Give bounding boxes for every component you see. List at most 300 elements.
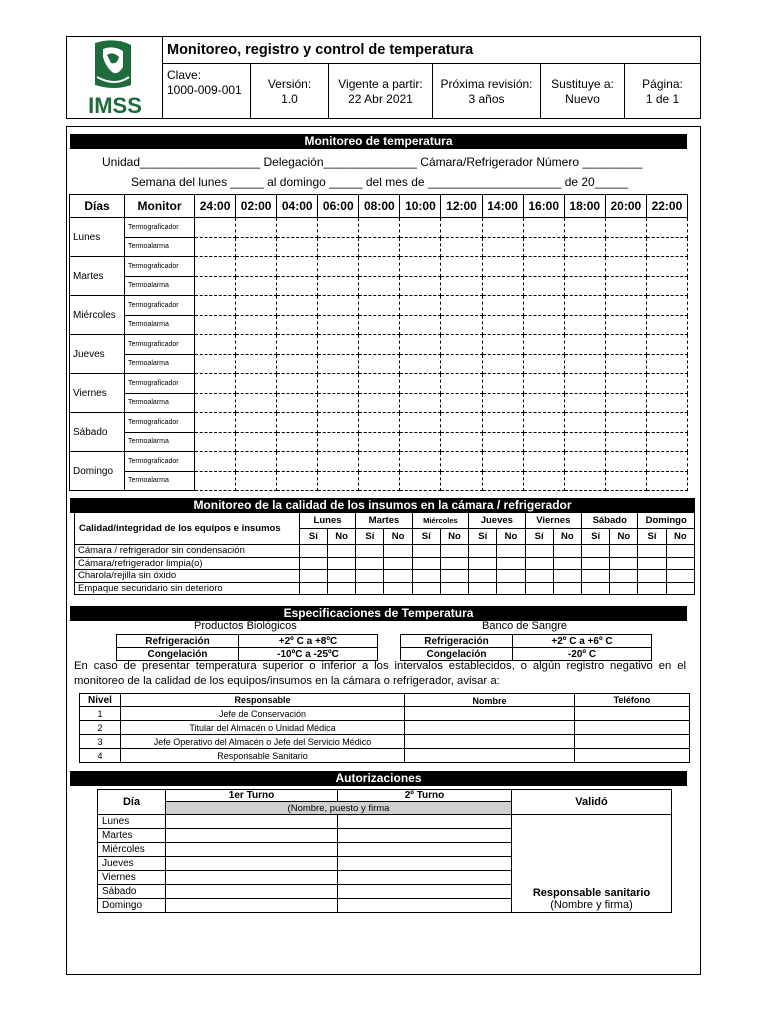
temperature-cell[interactable] <box>318 296 359 316</box>
calidad-check-cell[interactable] <box>497 557 525 570</box>
calidad-check-cell[interactable] <box>299 582 327 595</box>
temperature-cell[interactable] <box>605 471 646 491</box>
temperature-row <box>70 471 688 491</box>
temperature-cell[interactable] <box>318 276 359 296</box>
temperature-cell[interactable] <box>482 315 523 335</box>
temperature-cell[interactable] <box>236 471 277 491</box>
calidad-check-cell[interactable] <box>666 570 694 583</box>
calidad-check-cell[interactable] <box>582 570 610 583</box>
calidad-check-cell[interactable] <box>582 557 610 570</box>
calidad-item-label: Cámara/refrigerador limpia(o) <box>75 557 300 570</box>
temperature-cell[interactable] <box>441 237 482 257</box>
auth-row <box>98 815 672 829</box>
temperature-cell[interactable] <box>195 452 236 472</box>
temperature-cell[interactable] <box>400 296 441 316</box>
temperature-cell[interactable] <box>277 374 318 394</box>
temperature-cell[interactable] <box>523 471 564 491</box>
temperature-cell[interactable] <box>277 393 318 413</box>
temperature-cell[interactable] <box>564 393 605 413</box>
temperature-cell[interactable] <box>318 315 359 335</box>
calidad-check-cell[interactable] <box>469 582 497 595</box>
temperature-cell[interactable] <box>564 471 605 491</box>
temperature-cell[interactable] <box>277 296 318 316</box>
temperature-cell[interactable] <box>318 335 359 355</box>
temperature-cell[interactable] <box>482 413 523 433</box>
calidad-si-header: Sí <box>525 529 553 545</box>
temperature-cell[interactable] <box>523 276 564 296</box>
temperature-row <box>70 315 688 335</box>
temperature-cell[interactable] <box>277 276 318 296</box>
day-label: Jueves <box>70 335 125 374</box>
temperature-cell[interactable] <box>441 471 482 491</box>
temperature-cell[interactable] <box>277 257 318 277</box>
temperature-cell[interactable] <box>195 471 236 491</box>
calidad-check-cell[interactable] <box>525 582 553 595</box>
temperature-cell[interactable] <box>482 354 523 374</box>
temperature-row <box>70 393 688 413</box>
turno1-cell[interactable] <box>166 829 338 843</box>
monitor-label: Termoalarma <box>125 471 195 491</box>
temperature-cell[interactable] <box>236 296 277 316</box>
calidad-check-cell[interactable] <box>582 582 610 595</box>
temperature-cell[interactable] <box>482 218 523 238</box>
calidad-check-cell[interactable] <box>356 582 384 595</box>
contacto-nombre-cell[interactable] <box>405 707 575 721</box>
calidad-day-header: Jueves <box>469 513 525 529</box>
contacto-telefono-cell[interactable] <box>575 707 690 721</box>
calidad-check-cell[interactable] <box>299 570 327 583</box>
temperature-cell[interactable] <box>646 335 687 355</box>
turno1-cell[interactable] <box>166 857 338 871</box>
temperature-cell[interactable] <box>482 257 523 277</box>
calidad-check-cell[interactable] <box>299 557 327 570</box>
temperature-cell[interactable] <box>646 413 687 433</box>
calidad-check-cell[interactable] <box>440 557 468 570</box>
contacto-nombre-cell[interactable] <box>405 721 575 735</box>
temperature-cell[interactable] <box>359 452 400 472</box>
temperature-cell[interactable] <box>359 296 400 316</box>
temperature-cell[interactable] <box>195 218 236 238</box>
turno1-cell[interactable] <box>166 871 338 885</box>
calidad-check-cell[interactable] <box>440 570 468 583</box>
calidad-check-cell[interactable] <box>638 582 666 595</box>
temperature-cell[interactable] <box>236 335 277 355</box>
temperature-row <box>70 335 688 355</box>
col-monitor: Monitor <box>125 195 195 218</box>
temperature-cell[interactable] <box>482 276 523 296</box>
calidad-check-cell[interactable] <box>553 545 581 558</box>
temperature-cell[interactable] <box>236 237 277 257</box>
temperature-row <box>70 413 688 433</box>
calidad-check-cell[interactable] <box>497 545 525 558</box>
temperature-cell[interactable] <box>195 315 236 335</box>
turno1-cell[interactable] <box>166 885 338 899</box>
temperature-cell[interactable] <box>277 218 318 238</box>
calidad-day-header: Viernes <box>525 513 581 529</box>
calidad-si-header: Sí <box>582 529 610 545</box>
temperature-cell[interactable] <box>482 471 523 491</box>
temperature-cell[interactable] <box>441 296 482 316</box>
temperature-cell[interactable] <box>523 413 564 433</box>
monitor-label: Termoalarma <box>125 393 195 413</box>
hour-header: 14:00 <box>482 195 523 218</box>
temperature-cell[interactable] <box>236 374 277 394</box>
temperature-cell[interactable] <box>195 413 236 433</box>
hour-header: 22:00 <box>646 195 687 218</box>
temperature-cell[interactable] <box>195 354 236 374</box>
temperature-cell[interactable] <box>359 335 400 355</box>
temperature-cell[interactable] <box>318 218 359 238</box>
temperature-cell[interactable] <box>195 432 236 452</box>
temperature-cell[interactable] <box>400 432 441 452</box>
temperature-cell[interactable] <box>441 276 482 296</box>
temperature-cell[interactable] <box>195 335 236 355</box>
temperature-cell[interactable] <box>441 374 482 394</box>
temperature-cell[interactable] <box>564 432 605 452</box>
temperature-cell[interactable] <box>277 237 318 257</box>
temperature-cell[interactable] <box>605 452 646 472</box>
calidad-no-header: No <box>328 529 356 545</box>
calidad-check-cell[interactable] <box>469 545 497 558</box>
contacto-telefono-cell[interactable] <box>575 721 690 735</box>
temperature-cell[interactable] <box>359 374 400 394</box>
temperature-cell[interactable] <box>605 393 646 413</box>
temperature-cell[interactable] <box>482 296 523 316</box>
temperature-cell[interactable] <box>359 354 400 374</box>
temperature-cell[interactable] <box>646 276 687 296</box>
temperature-cell[interactable] <box>359 276 400 296</box>
document-title: Monitoreo, registro y control de temperatura <box>163 37 700 64</box>
calidad-check-cell[interactable] <box>610 557 638 570</box>
calidad-check-cell[interactable] <box>610 582 638 595</box>
turno2-cell[interactable] <box>338 857 512 871</box>
calidad-check-cell[interactable] <box>666 557 694 570</box>
temperature-cell[interactable] <box>400 257 441 277</box>
calidad-check-cell[interactable] <box>553 570 581 583</box>
calidad-check-cell[interactable] <box>356 557 384 570</box>
bio-title: Productos Biológicos <box>194 620 297 632</box>
temperature-cell[interactable] <box>359 413 400 433</box>
temperature-cell[interactable] <box>277 315 318 335</box>
calidad-check-cell[interactable] <box>328 570 356 583</box>
contacto-nombre-cell[interactable] <box>405 749 575 763</box>
temperature-cell[interactable] <box>564 315 605 335</box>
temperature-cell[interactable] <box>400 237 441 257</box>
temperature-cell[interactable] <box>400 354 441 374</box>
temperature-cell[interactable] <box>441 413 482 433</box>
temperature-cell[interactable] <box>646 237 687 257</box>
temperature-cell[interactable] <box>277 432 318 452</box>
aviso-text: En caso de presentar temperatura superior o inferior a los intervalos establecidos, o algún registro negativo en el monitoreo de la calidad de los equipos/insumos en la cámara o refrigerador, avisar a: <box>74 660 686 687</box>
calidad-item-label: Charola/rejilla sin óxido <box>75 570 300 583</box>
temperature-cell[interactable] <box>400 315 441 335</box>
temperature-cell[interactable] <box>441 315 482 335</box>
auth-day: Sábado <box>98 885 166 899</box>
temperature-cell[interactable] <box>646 393 687 413</box>
calidad-row <box>75 557 695 570</box>
hour-header: 12:00 <box>441 195 482 218</box>
contacto-responsable: Jefe de Conservación <box>121 707 405 721</box>
temperature-cell[interactable] <box>400 374 441 394</box>
temperature-cell[interactable] <box>523 354 564 374</box>
temperature-cell[interactable] <box>318 413 359 433</box>
temperature-cell[interactable] <box>359 432 400 452</box>
calidad-check-cell[interactable] <box>610 545 638 558</box>
temperature-cell[interactable] <box>605 354 646 374</box>
semana-line[interactable]: Semana del lunes _____ al domingo _____ del mes de ____________________ de 20_____ <box>131 175 629 189</box>
temperature-cell[interactable] <box>523 335 564 355</box>
temperature-cell[interactable] <box>277 413 318 433</box>
calidad-check-cell[interactable] <box>497 570 525 583</box>
temperature-cell[interactable] <box>400 335 441 355</box>
temperature-cell[interactable] <box>195 393 236 413</box>
temperature-cell[interactable] <box>605 257 646 277</box>
temperature-cell[interactable] <box>359 393 400 413</box>
calidad-check-cell[interactable] <box>384 545 412 558</box>
temperature-cell[interactable] <box>605 432 646 452</box>
temperature-row <box>70 452 688 472</box>
temperature-cell[interactable] <box>318 393 359 413</box>
temperature-cell[interactable] <box>605 218 646 238</box>
calidad-check-cell[interactable] <box>525 545 553 558</box>
autorizaciones-title: Autorizaciones <box>70 771 687 786</box>
temperature-cell[interactable] <box>523 432 564 452</box>
turno2-cell[interactable] <box>338 829 512 843</box>
calidad-check-cell[interactable] <box>440 582 468 595</box>
temperature-cell[interactable] <box>564 413 605 433</box>
temperature-cell[interactable] <box>359 257 400 277</box>
calidad-check-cell[interactable] <box>469 570 497 583</box>
temperature-row <box>70 432 688 452</box>
turno2-cell[interactable] <box>338 871 512 885</box>
turno2-cell[interactable] <box>338 899 512 913</box>
temperature-cell[interactable] <box>605 335 646 355</box>
temperature-cell[interactable] <box>564 257 605 277</box>
temperature-cell[interactable] <box>605 315 646 335</box>
unidad-line[interactable]: Unidad__________________ Delegación______________ Cámara/Refrigerador Número _________ <box>102 155 643 169</box>
temperature-cell[interactable] <box>482 452 523 472</box>
temperature-cell[interactable] <box>400 413 441 433</box>
calidad-check-cell[interactable] <box>638 557 666 570</box>
temperature-cell[interactable] <box>605 276 646 296</box>
temperature-cell[interactable] <box>195 237 236 257</box>
calidad-check-cell[interactable] <box>328 557 356 570</box>
temperature-cell[interactable] <box>646 257 687 277</box>
calidad-check-cell[interactable] <box>299 545 327 558</box>
calidad-check-cell[interactable] <box>328 545 356 558</box>
temperature-cell[interactable] <box>318 432 359 452</box>
temperature-cell[interactable] <box>523 374 564 394</box>
calidad-check-cell[interactable] <box>497 582 525 595</box>
temperature-cell[interactable] <box>441 452 482 472</box>
temperature-cell[interactable] <box>564 237 605 257</box>
temperature-cell[interactable] <box>195 374 236 394</box>
calidad-no-header: No <box>497 529 525 545</box>
temperature-cell[interactable] <box>564 374 605 394</box>
contacto-nombre-cell[interactable] <box>405 735 575 749</box>
temperature-cell[interactable] <box>646 432 687 452</box>
calidad-check-cell[interactable] <box>525 557 553 570</box>
turno2-cell[interactable] <box>338 843 512 857</box>
calidad-check-cell[interactable] <box>638 545 666 558</box>
calidad-check-cell[interactable] <box>412 557 440 570</box>
temperature-cell[interactable] <box>441 354 482 374</box>
temperature-cell[interactable] <box>605 413 646 433</box>
temperature-cell[interactable] <box>482 335 523 355</box>
temperature-cell[interactable] <box>400 218 441 238</box>
temperature-cell[interactable] <box>482 393 523 413</box>
temperature-cell[interactable] <box>236 276 277 296</box>
monitor-label: Termoalarma <box>125 354 195 374</box>
calidad-check-cell[interactable] <box>328 582 356 595</box>
temperature-cell[interactable] <box>236 218 277 238</box>
calidad-day-header: Sábado <box>582 513 638 529</box>
calidad-check-cell[interactable] <box>412 570 440 583</box>
validacion-cell[interactable] <box>512 815 672 913</box>
calidad-no-header: No <box>440 529 468 545</box>
temperature-cell[interactable] <box>441 335 482 355</box>
temperature-cell[interactable] <box>482 237 523 257</box>
temperature-cell[interactable] <box>646 374 687 394</box>
temperature-cell[interactable] <box>523 218 564 238</box>
calidad-check-cell[interactable] <box>469 557 497 570</box>
calidad-check-cell[interactable] <box>666 582 694 595</box>
temperature-cell[interactable] <box>482 374 523 394</box>
temperature-cell[interactable] <box>236 393 277 413</box>
temperature-cell[interactable] <box>441 257 482 277</box>
calidad-check-cell[interactable] <box>582 545 610 558</box>
calidad-no-header: No <box>666 529 694 545</box>
temperature-cell[interactable] <box>441 432 482 452</box>
calidad-check-cell[interactable] <box>412 582 440 595</box>
temperature-cell[interactable] <box>277 354 318 374</box>
calidad-check-cell[interactable] <box>440 545 468 558</box>
temperature-cell[interactable] <box>605 374 646 394</box>
calidad-row <box>75 570 695 583</box>
temperature-cell[interactable] <box>236 432 277 452</box>
contacto-responsable: Titular del Almacén o Unidad Médica <box>121 721 405 735</box>
turno1-cell[interactable] <box>166 899 338 913</box>
temperature-cell[interactable] <box>646 296 687 316</box>
vigente-cell: Vigente a partir: 22 Abr 2021 <box>329 64 433 118</box>
temperature-cell[interactable] <box>236 257 277 277</box>
hour-header: 02:00 <box>236 195 277 218</box>
calidad-check-cell[interactable] <box>412 545 440 558</box>
temperature-cell[interactable] <box>195 296 236 316</box>
temperature-cell[interactable] <box>482 432 523 452</box>
temperature-cell[interactable] <box>195 257 236 277</box>
temperature-cell[interactable] <box>564 335 605 355</box>
turno2-cell[interactable] <box>338 815 512 829</box>
temperature-cell[interactable] <box>400 452 441 472</box>
temperature-cell[interactable] <box>564 276 605 296</box>
temperature-cell[interactable] <box>605 237 646 257</box>
temperature-cell[interactable] <box>564 354 605 374</box>
calidad-no-header: No <box>384 529 412 545</box>
contacto-telefono-cell[interactable] <box>575 735 690 749</box>
col-dias: Días <box>70 195 125 218</box>
temperature-cell[interactable] <box>318 374 359 394</box>
temperature-cell[interactable] <box>277 335 318 355</box>
temperature-cell[interactable] <box>646 452 687 472</box>
temperature-cell[interactable] <box>646 218 687 238</box>
calidad-check-cell[interactable] <box>384 557 412 570</box>
temperature-cell[interactable] <box>359 315 400 335</box>
nombre-firma-label: (Nombre y firma) <box>550 899 633 911</box>
calidad-check-cell[interactable] <box>356 545 384 558</box>
temperature-cell[interactable] <box>523 393 564 413</box>
temperature-cell[interactable] <box>400 393 441 413</box>
temperature-cell[interactable] <box>400 276 441 296</box>
calidad-check-cell[interactable] <box>525 570 553 583</box>
turno1-cell[interactable] <box>166 843 338 857</box>
calidad-si-header: Sí <box>299 529 327 545</box>
temperature-cell[interactable] <box>564 452 605 472</box>
temperature-cell[interactable] <box>236 413 277 433</box>
calidad-check-cell[interactable] <box>638 570 666 583</box>
temperature-row <box>70 374 688 394</box>
temperature-cell[interactable] <box>236 452 277 472</box>
calidad-check-cell[interactable] <box>553 557 581 570</box>
temperature-cell[interactable] <box>605 296 646 316</box>
temperature-cell[interactable] <box>195 276 236 296</box>
temperature-cell[interactable] <box>359 471 400 491</box>
temperature-cell[interactable] <box>441 218 482 238</box>
calidad-check-cell[interactable] <box>356 570 384 583</box>
temperature-cell[interactable] <box>318 354 359 374</box>
temperature-cell[interactable] <box>523 315 564 335</box>
contacto-telefono-cell[interactable] <box>575 749 690 763</box>
temperature-cell[interactable] <box>277 452 318 472</box>
temperature-cell[interactable] <box>564 218 605 238</box>
temperature-cell[interactable] <box>523 257 564 277</box>
temperature-cell[interactable] <box>359 218 400 238</box>
temperature-cell[interactable] <box>236 315 277 335</box>
temperature-cell[interactable] <box>318 452 359 472</box>
temperature-cell[interactable] <box>646 354 687 374</box>
calidad-check-cell[interactable] <box>384 570 412 583</box>
day-label: Lunes <box>70 218 125 257</box>
temperature-cell[interactable] <box>400 471 441 491</box>
temperature-cell[interactable] <box>359 237 400 257</box>
auth-day: Miércoles <box>98 843 166 857</box>
calidad-check-cell[interactable] <box>553 582 581 595</box>
calidad-no-header: No <box>610 529 638 545</box>
auth-day: Lunes <box>98 815 166 829</box>
turno2-cell[interactable] <box>338 885 512 899</box>
temperature-cell[interactable] <box>523 237 564 257</box>
turno1-cell[interactable] <box>166 815 338 829</box>
temperature-cell[interactable] <box>523 296 564 316</box>
temperature-cell[interactable] <box>564 296 605 316</box>
temperature-cell[interactable] <box>523 452 564 472</box>
temperature-cell[interactable] <box>318 471 359 491</box>
monitor-label: Termograficador <box>125 413 195 433</box>
temperature-cell[interactable] <box>318 237 359 257</box>
temperature-cell[interactable] <box>646 315 687 335</box>
temperature-cell[interactable] <box>441 393 482 413</box>
calidad-check-cell[interactable] <box>610 570 638 583</box>
pagina-cell: Página: 1 de 1 <box>642 77 683 106</box>
monitoreo-title: Monitoreo de temperatura <box>70 134 687 149</box>
temperature-cell[interactable] <box>236 354 277 374</box>
calidad-check-cell[interactable] <box>384 582 412 595</box>
temperature-cell[interactable] <box>277 471 318 491</box>
temperature-cell[interactable] <box>646 471 687 491</box>
calidad-check-cell[interactable] <box>666 545 694 558</box>
temperature-cell[interactable] <box>318 257 359 277</box>
especificaciones-title: Especificaciones de Temperatura <box>70 606 687 621</box>
